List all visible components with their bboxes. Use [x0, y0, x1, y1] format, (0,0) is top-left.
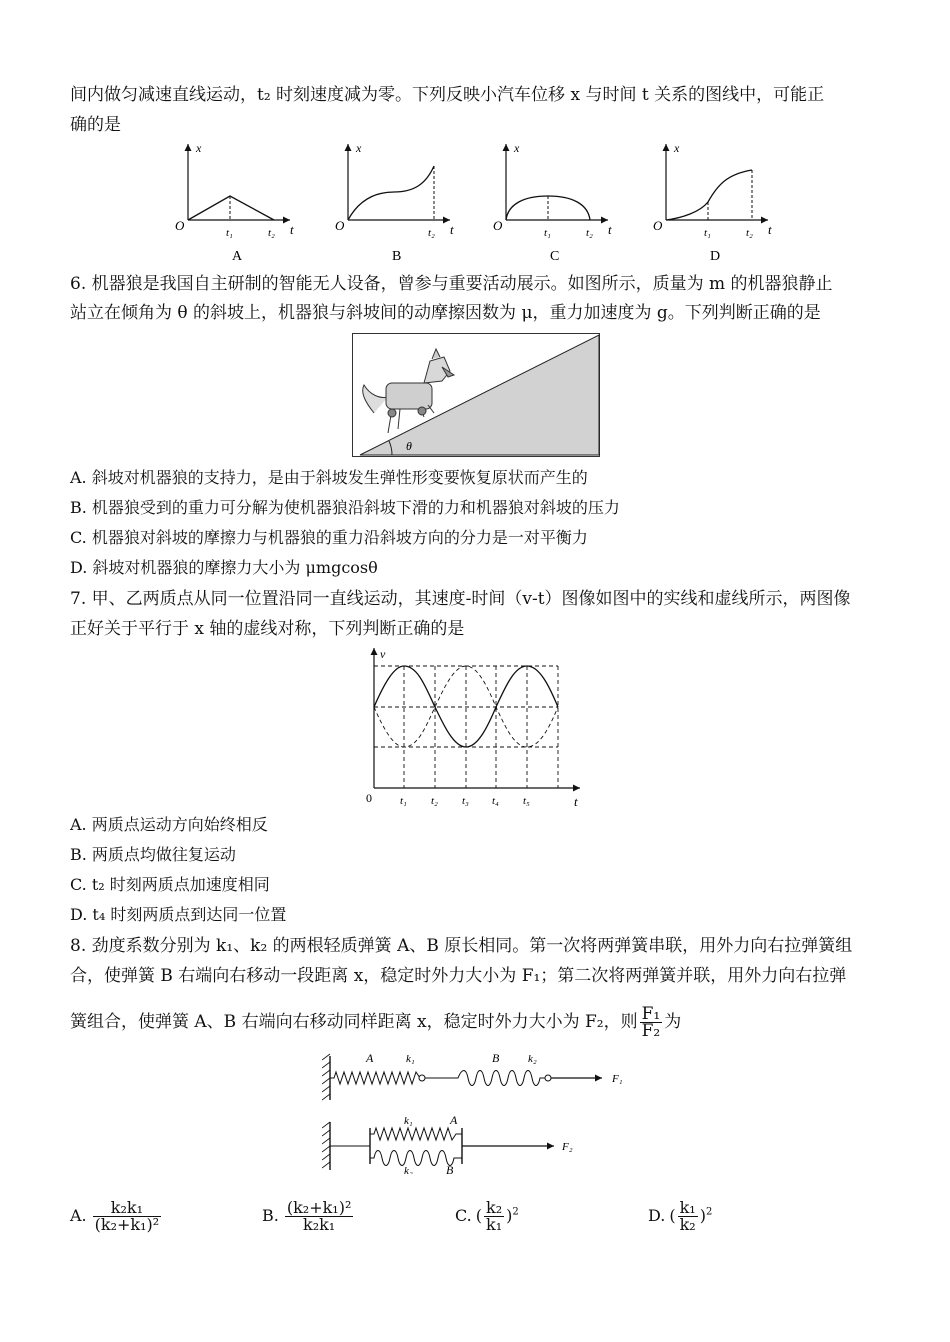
q5a-origin: O [175, 218, 185, 233]
q5-line2: 确的是 [70, 115, 121, 135]
q5c-origin: O [493, 218, 503, 233]
q6-line1: 6. 机器狼是我国自主研制的智能无人设备，曾参与重要活动展示。如图所示，质量为 m 的机器狼静止 [70, 274, 833, 294]
q8-answer-d: D. ( $\frac{\text{k₁}}{\text{k₂}}$ )$^2$ [648, 1198, 713, 1234]
q7-graph [362, 644, 592, 814]
q8-label-k2b: k₂ [404, 1165, 413, 1174]
q8-answer-d-label: D. [648, 1206, 666, 1225]
q8-line2: 合，使弹簧 B 右端向右移动一段距离 x，稳定时外力大小为 F₁；第二次将两弹簧并联，用外力向右拉弹 [70, 966, 847, 986]
q7-t5: t₅ [523, 795, 530, 807]
q5a-t2: t₂ [268, 227, 275, 239]
q8-answer-b-num: (k₂+k₁)² [286, 1198, 352, 1217]
q6-option-c: C. 机器狼对斜坡的摩擦力与机器狼的重力沿斜坡方向的分力是一对平衡力 [70, 528, 588, 547]
q8-answer-d-num: k₁ [679, 1198, 696, 1217]
q8-answer-a-frac [93, 1200, 162, 1233]
parallel-springs [322, 1113, 573, 1174]
q5b-label: B [392, 249, 402, 264]
q6-figure [352, 333, 600, 461]
q5-graph-c [493, 141, 612, 264]
q5d-t1: t₁ [704, 227, 711, 239]
q5d-x-label: x [674, 141, 680, 155]
q6-option-a: A. 斜坡对机器狼的支持力，是由于斜坡发生弹性形变要恢复原状而产生的 [70, 468, 588, 487]
q8-ratio [640, 1006, 663, 1039]
q8-answer-d-frac [678, 1200, 698, 1233]
q8-label-k2a: k₂ [528, 1053, 537, 1065]
q8-answer-b-den: k₂k₁ [303, 1215, 336, 1234]
q8-answer-a [70, 1200, 163, 1233]
q5d-label: D [710, 249, 721, 264]
q8-answer-b [262, 1200, 355, 1233]
q5c-t1: t₁ [544, 227, 551, 239]
q8-line3-end: 为 [664, 1012, 682, 1032]
q8-answer-b-label: B. [262, 1206, 279, 1225]
q5a-t1: t₁ [226, 227, 233, 239]
q5a-x-label: x [196, 141, 202, 155]
q5d-origin: O [653, 218, 663, 233]
q7-option-c: C. t₂ 时刻两质点加速度相同 [70, 875, 270, 894]
q5-line1: 间内做匀减速直线运动，t₂ 时刻速度减为零。下列反映小汽车位移 x 与时间 t 关系的图线中，可能正 [70, 85, 825, 105]
q7-origin: 0 [366, 791, 372, 805]
q7-v-label: v [380, 647, 386, 661]
q8-answer-d-den: k₂ [679, 1215, 696, 1234]
q5-graph-a [175, 141, 294, 264]
q7-graph-svg [362, 644, 592, 810]
q8-answer-d-pow: 2 [705, 1206, 713, 1218]
q8-answer-b-frac [285, 1200, 354, 1233]
q5b-t2: t₂ [428, 227, 435, 239]
q5c-label: C [550, 249, 560, 264]
q8-label-a2: A [450, 1113, 458, 1127]
q8-ratio-den: F₂ [641, 1021, 661, 1041]
q6-option-b: B. 机器狼受到的重力可分解为使机器狼沿斜坡下滑的力和机器狼对斜坡的压力 [70, 498, 620, 517]
q8-answer-a-label: A. [70, 1206, 87, 1225]
q8-answer-c-num: k₂ [486, 1198, 503, 1217]
q6-figure-svg [352, 333, 600, 457]
q5c-x-label: x [514, 141, 520, 155]
q8-line3 [70, 1000, 681, 1044]
q7-option-a: A. 两质点运动方向始终相反 [70, 815, 268, 834]
q7-line1: 7. 甲、乙两质点从同一位置沿同一直线运动，其速度-时间（v-t）图像如图中的实线和虚线所示，两图像 [70, 589, 851, 609]
q5c-t2: t₂ [586, 227, 593, 239]
q5c-t-label: t [608, 222, 612, 237]
q8-ratio-num: F₁ [641, 1004, 661, 1024]
q5a-t-label: t [290, 222, 294, 237]
q8-answer-c: C. ( $\frac{\text{k₂}}{\text{k₁}}$ )$^2$ [455, 1198, 519, 1234]
q7-t2: t₂ [431, 795, 438, 807]
q5a-label: A [232, 249, 243, 264]
q8-label-k1a: k₁ [406, 1053, 415, 1065]
q5d-t-label: t [768, 222, 772, 237]
q8-label-f1: F₁ [612, 1073, 623, 1085]
q6-option-d: D. 斜坡对机器狼的摩擦力大小为 μmgcosθ [70, 558, 378, 577]
q6-line2: 站立在倾角为 θ 的斜坡上，机器狼与斜坡间的动摩擦因数为 μ，重力加速度为 g。下列判断正确的是 [70, 303, 821, 323]
q8-label-b2: B [446, 1163, 454, 1174]
q8-answer-c-den: k₁ [486, 1215, 503, 1234]
q8-label-b1: B [492, 1051, 500, 1065]
q8-line1: 8. 劲度系数分别为 k₁、k₂ 的两根轻质弹簧 A、B 原长相同。第一次将两弹簧串联，用外力向右拉弹簧组 [70, 936, 853, 956]
q5-graphs [170, 140, 820, 269]
q8-answer-c-label: C. [455, 1206, 472, 1225]
q7-line2: 正好关于平行于 x 轴的虚线对称，下列判断正确的是 [70, 619, 465, 639]
q7-option-b: B. 两质点均做往复运动 [70, 845, 236, 864]
q8-label-f2: F₂ [562, 1141, 573, 1153]
q8-answer-c-pow: 2 [512, 1206, 519, 1218]
q7-t3: t₃ [462, 795, 469, 807]
q8-answer-a-den: (k₂+k₁)² [94, 1215, 160, 1234]
q5-graph-d [653, 141, 772, 264]
q7-t4: t₄ [492, 795, 499, 807]
q5-graph-b [335, 141, 454, 264]
q8-figure-svg [322, 1048, 642, 1174]
q8-answer-c-frac [484, 1200, 504, 1233]
q5d-t2: t₂ [746, 227, 753, 239]
q8-figure [322, 1048, 642, 1178]
q7-t1: t₁ [400, 795, 407, 807]
q7-option-d: D. t₄ 时刻两质点到达同一位置 [70, 905, 287, 924]
q8-label-a1: A [366, 1051, 374, 1065]
q5-graphs-svg [170, 140, 820, 265]
q5b-t-label: t [450, 222, 454, 237]
q7-t-label: t [574, 794, 578, 809]
q5b-origin: O [335, 218, 345, 233]
q6-angle: θ [406, 439, 412, 453]
q8-line3-text: 簧组合，使弹簧 A、B 右端向右移动同样距离 x，稳定时外力大小为 F₂，则 [70, 1012, 638, 1032]
q8-label-k1b: k₁ [404, 1115, 413, 1127]
q5b-x-label: x [356, 141, 362, 155]
series-springs [322, 1051, 623, 1100]
q8-answer-a-num: k₂k₁ [93, 1200, 162, 1217]
